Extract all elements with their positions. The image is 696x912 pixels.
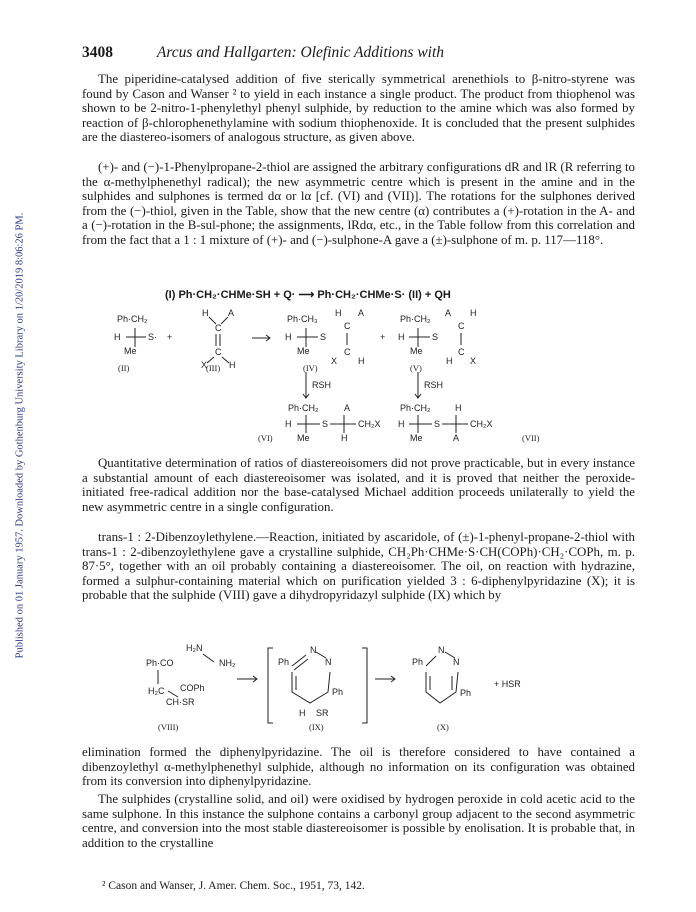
svg-text:Ph·CH₂: Ph·CH₂: [117, 314, 148, 324]
svg-text:H: H: [114, 332, 121, 342]
structure-IX: [278, 645, 343, 732]
paragraph-1: The piperidine-catalysed addition of five sterically symmetrical arenethiols to β-nitro-styrene was found by Cason and Wanser ² to yield in each instance a single product. The product from thiophenol was shown to be 2-nitro-1-phenylethyl phenyl sulphide, by reduction to the amine which was also formed by reaction of β-chlorophenethylamine with sodium thiophenoxide. It is concluded that the present sulphides are the diastereo-isomers of analogous structure, as given above.: [82, 72, 635, 145]
paragraph-2: (+)- and (−)-1-Phenylpropane-2-thiol are assigned the arbitrary configurations dR and lR (R referring to the α-methylphenethyl radical); the new asymmetric centre which is present in the amine and in the sulphides and sulphones is termed dα or lα [cf. (VI) and (VII)]. The rotations for the sulphones derived from the (−)-thiol, given in the Table, show that the new centre (α) contributes a (+)-rotation in the A- and a (−)-rotation in the B-sul-phone; the assignments, lRdα, etc., in the Table follow from this correlation and from the fact that a 1 : 1 mixture of (+)- and (−)-sulphone-A gave a (±)-sulphone of m. p. 117—118°.: [82, 160, 635, 247]
svg-text:C: C: [344, 321, 351, 331]
svg-text:N: N: [325, 657, 332, 667]
svg-text:CH₂X: CH₂X: [358, 419, 381, 429]
svg-text:Ph·CH₂: Ph·CH₂: [400, 403, 431, 413]
svg-text:X: X: [201, 360, 208, 370]
svg-text:Me: Me: [297, 346, 310, 356]
structure-VI: [258, 403, 381, 443]
svg-text:Ph: Ph: [278, 657, 290, 667]
svg-text:S: S: [322, 419, 329, 429]
paragraph-3: Quantitative determination of ratios of diastereoisomers did not prove practicable, but in every instance a substantial amount of each diastereoisomer was isolated, and it is proved that neither the peroxide-initiated free-radical addition nor the base-catalysed Michael addition proceeds unilaterally to yield the new asymmetric centre in a single configuration.: [82, 456, 635, 514]
structure-X-diphenylpyridazine: [412, 645, 471, 732]
svg-text:Me: Me: [410, 433, 423, 443]
label-VI: (VI): [258, 433, 273, 443]
structure-VIII: [146, 643, 236, 732]
svg-text:H: H: [358, 356, 365, 366]
reagent-rsh-2: RSH: [424, 380, 444, 390]
paragraph-6: The sulphides (crystalline solid, and oil) were oxidised by hydrogen peroxide in cold acetic acid to the same sulphone. In this instance the sulphone contains a carbonyl group adjacent to the second asymmetric centre, and conversion into the most stable diastereoisomer is possible by enolisation. It is probable that, in addition to the crystalline: [82, 792, 635, 850]
svg-text:+: +: [380, 332, 386, 342]
paragraph-4: trans-1 : 2-Dibenzoylethylene.—Reaction, initiated by ascaridole, of (±)-1-phenyl-propane-2-thiol with trans-1 : 2-dibenzoylethylene gave a crystalline sulphide, CH₂Ph·CHMe·S·CH(COPh)·CH₂·COPh, m. p. 87·5°, together with an oil probably containing a diastereoisomer. The oil, on reaction with hydrazine, formed a sulphur-containing material which on purification yielded 3 : 6-diphenylpyridazine (X); it is probable that the sulphide (VIII) gave a dihydropyridazyl sulphide (IX) which by: [82, 530, 635, 603]
svg-text:COPh: COPh: [180, 683, 205, 693]
svg-text:C: C: [458, 347, 465, 357]
svg-text:+: +: [167, 332, 173, 342]
svg-text:S: S: [432, 332, 439, 342]
svg-text:N: N: [310, 645, 317, 655]
svg-text:C: C: [344, 347, 351, 357]
svg-text:A: A: [358, 308, 365, 318]
svg-text:Me: Me: [410, 346, 423, 356]
svg-text:A: A: [453, 433, 460, 443]
structure-II: [114, 314, 157, 373]
svg-text:H₂C: H₂C: [148, 686, 165, 696]
label-III: (III): [206, 363, 221, 373]
label-VIII: (VIII): [158, 722, 179, 732]
svg-text:Ph·CO: Ph·CO: [146, 658, 174, 668]
svg-text:Ph: Ph: [460, 688, 472, 698]
label-V: (V): [410, 363, 422, 373]
paragraph-5: elimination formed the diphenylpyridazine. The oil is therefore considered to have contained a dibenzoylethyl α-methylphenethyl sulphide, although no information on its configuration was obtained from its conversion into diphenylpyridazine.: [82, 745, 635, 789]
label-IX: (IX): [309, 722, 324, 732]
reagent-rsh-1: RSH: [312, 380, 332, 390]
svg-text:X: X: [331, 356, 338, 366]
svg-text:A: A: [344, 403, 351, 413]
svg-text:S: S: [434, 419, 441, 429]
svg-text:CH₂X: CH₂X: [470, 419, 493, 429]
structure-VII: [398, 403, 540, 443]
svg-text:X: X: [470, 356, 477, 366]
svg-text:Ph·CH₃: Ph·CH₃: [287, 314, 318, 324]
footnote: ² Cason and Wanser, J. Amer. Chem. Soc., 1951, 73, 142.: [102, 880, 365, 892]
radical-reaction-equation: (I) Ph·CH₂·CHMe·SH + Q· ⟶ Ph·CH₂·CHMe·S· (II) + QH: [165, 289, 451, 301]
structure-V: [398, 308, 477, 373]
svg-text:H: H: [341, 433, 348, 443]
svg-text:C: C: [215, 347, 222, 357]
svg-text:CH·SR: CH·SR: [166, 697, 195, 707]
download-watermark: Published on 01 January 1957. Downloaded by Gothenburg University Library on 1/20/2019 8:06:26 PM.: [14, 212, 26, 659]
svg-text:Me: Me: [297, 433, 310, 443]
svg-text:S: S: [320, 332, 327, 342]
svg-text:H: H: [229, 360, 236, 370]
svg-text:Ph·CH₂: Ph·CH₂: [400, 314, 431, 324]
label-VII: (VII): [522, 433, 540, 443]
svg-text:H₂N: H₂N: [186, 643, 203, 653]
svg-text:H: H: [335, 308, 342, 318]
page-number: 3408: [82, 44, 113, 61]
svg-text:NH₂: NH₂: [219, 658, 236, 668]
svg-text:SR: SR: [316, 708, 329, 718]
svg-text:C: C: [215, 323, 222, 333]
svg-text:C: C: [458, 321, 465, 331]
svg-text:H: H: [285, 332, 292, 342]
svg-text:Me: Me: [124, 346, 137, 356]
svg-text:H: H: [202, 308, 209, 318]
structure-III: [201, 308, 236, 373]
svg-text:S·: S·: [148, 332, 157, 342]
svg-text:H: H: [455, 403, 462, 413]
svg-text:N: N: [453, 657, 460, 667]
svg-text:H: H: [398, 332, 405, 342]
svg-text:H: H: [446, 356, 453, 366]
svg-text:Ph: Ph: [412, 657, 424, 667]
svg-text:Ph·CH₂: Ph·CH₂: [288, 403, 319, 413]
svg-text:H: H: [299, 708, 306, 718]
label-IV: (IV): [303, 363, 318, 373]
svg-text:H: H: [398, 419, 405, 429]
svg-text:N: N: [438, 645, 445, 655]
label-X: (X): [437, 722, 449, 732]
structure-IV: [285, 308, 365, 373]
svg-text:A: A: [445, 308, 452, 318]
label-II: (II): [118, 363, 130, 373]
svg-text:H: H: [285, 419, 292, 429]
hsr-byproduct: + HSR: [494, 679, 521, 689]
svg-text:Ph: Ph: [332, 687, 344, 697]
svg-text:A: A: [228, 308, 235, 318]
running-title: Arcus and Hallgarten: Olefinic Additions with: [156, 44, 445, 61]
svg-text:H: H: [470, 308, 477, 318]
